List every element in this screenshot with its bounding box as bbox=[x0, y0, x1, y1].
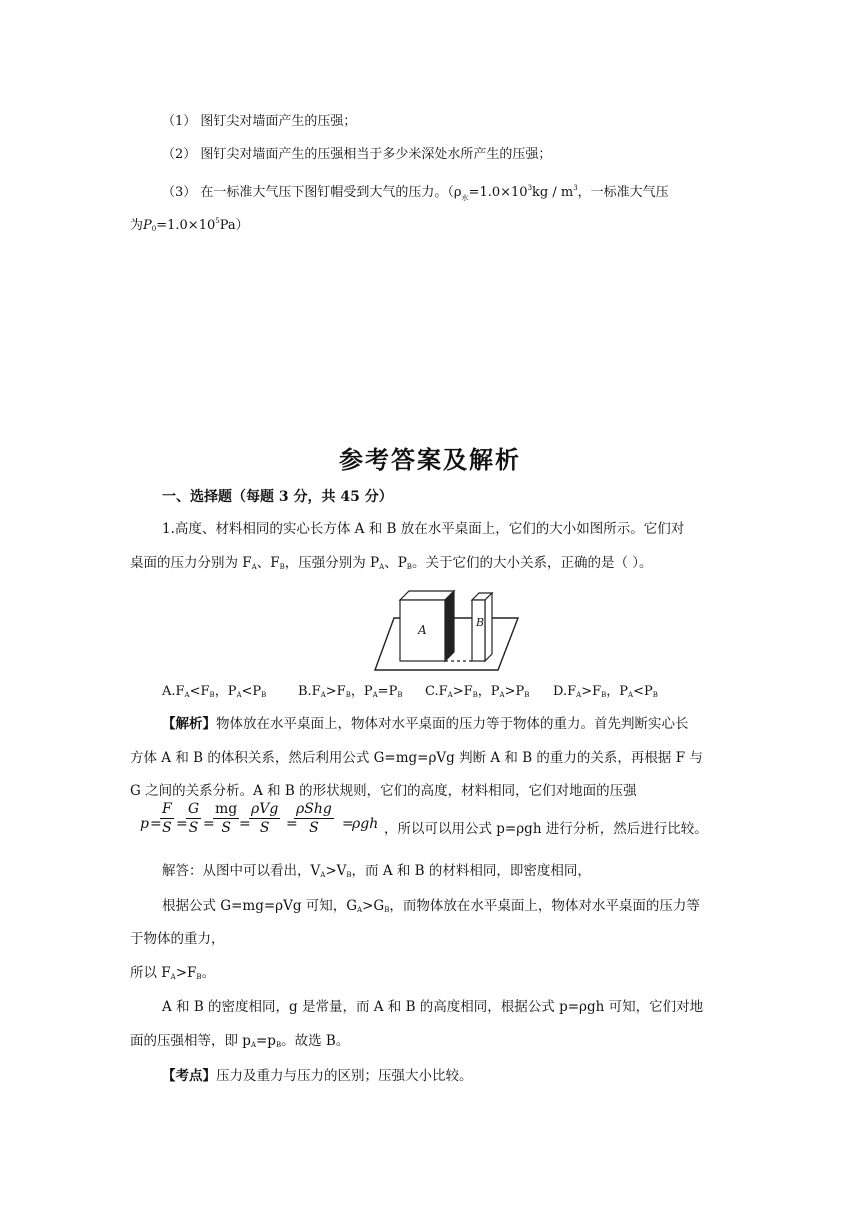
analysis-label: 【解析】 bbox=[162, 716, 216, 732]
solution-line-3: 于物体的重力， bbox=[130, 931, 225, 947]
solution-line-1: 解答：从图中可以看出，$V_A>V_B$，而 A 和 B 的材料相同，即密度相同， bbox=[162, 863, 591, 879]
option-c[interactable]: $C.F_A>F_B$，$P_A>P_B$ bbox=[425, 684, 530, 699]
solution-line-4: 所以 $F_A>F_B$。 bbox=[130, 965, 216, 981]
question-3: （3） 在一标准大气压下图钉帽受到大气的压力。（$\rho_水=1.0\times 10^3kg / m^3$，一标准大气压 bbox=[162, 184, 669, 202]
option-b[interactable]: $B.F_A>F_B$，$P_A=P_B$ bbox=[298, 684, 403, 699]
option-a[interactable]: $A.F_A<F_B$，$P_A<P_B$ bbox=[162, 684, 267, 699]
section-header: 一、选择题（每题 3 分，共 45 分） bbox=[162, 489, 393, 505]
analysis-line-3: G 之间的关系分析。A 和 B 的形状规则，它们的高度，材料相同，它们对地面的压强 bbox=[130, 783, 637, 799]
problem-1-line-2: 桌面的压力分别为 $F_A$、$F_B$，压强分别为 $P_A$、$P_B$。关于它们的大小关系，正确的是（ ）。 bbox=[130, 555, 653, 571]
question-2: （2） 图钉尖对墙面产生的压强相当于多少米深处水所产生的压强； bbox=[162, 147, 552, 162]
blocks-figure bbox=[372, 588, 522, 672]
options-row bbox=[162, 682, 658, 705]
keypoint-label: 【考点】 bbox=[162, 1068, 216, 1084]
answer-title: 参考答案及解析 bbox=[339, 446, 521, 474]
question-3-continued: 为$P_0=1.0\times 10^5Pa$） bbox=[130, 217, 249, 233]
option-d[interactable]: $D.F_A>F_B$，$P_A<P_B$ bbox=[553, 684, 658, 699]
document-page: （1） 图钉尖对墙面产生的压强； （2） 图钉尖对墙面产生的压强相当于多少米深处水所产生的压强； （3） 在一标准大气压下图钉帽受到大气的压力。（$\rho_水=1.0\times 10^3kg / m^3$，一标准大气压 为$P_0=1.0\times 10^5Pa$） 参考答案及解析 一、选择题（每题 3 分，共 45 分） 1.高度、材料相同的实心长方体 A 和 B 放在水平桌面上，它们的大小如图所示。它们对 桌面的压力分别为 $F_A$、$F_B$，压强分别为 $P_A$、$P_B$。关于它们的大小关系，正确的是（ ）。 A B $A.F_A<F_B$，$P_A<P_B$ $B.F_A>F_B$，$P_A=P_B$ $C.F_A>F_B$，$P_A>P_B$ $D.F_A>F_B$，$P_A<P_B$ 【解析】物体放在水平桌面上，物体对水平桌面的压力等于物体的重力。首先判断实心长 方体 A 和 B 的体积关系，然后利用公式 G=mg=ρVg 判断 A 和 B 的重力的关系，再根据 F 与 G 之间的关系分析。A 和 B 的形状规则，它们的高度，材料相同，它们对地面的压强 p = $\frac{F}{S}$ = $\frac{G}{S}$ = $\frac{mg}{S}$ = ρVg S = ρShg S = ρgh ，所以可以用公式 p=ρgh 进行分析，然后进行比较。 解答：从图中可以看出，$V_A>V_B$，而 A 和 B 的材料相同，即密度相同， 根据公式 G=mg=ρVg 可知，$G_A>G_B$，而物体放在水平桌面上，物体对水平桌面的压力等 于物体的重力， 所以 $F_A>F_B$。 A 和 B 的密度相同，g 是常量，而 A 和 B 的高度相同，根据公式 p=ρgh 可知，它们对地 面的压强相等，即 $p_A=p_B$。故选 B。 【考点】压力及重力与压力的区别；压强大小比较。 bbox=[0, 0, 860, 1216]
solution-line-5: A 和 B 的密度相同，g 是常量，而 A 和 B 的高度相同，根据公式 p=ρgh 可知，它们对地 bbox=[162, 999, 704, 1015]
question-1: （1） 图钉尖对墙面产生的压强； bbox=[162, 114, 357, 129]
analysis-line-1: 【解析】物体放在水平桌面上，物体对水平桌面的压力等于物体的重力。首先判断实心长 bbox=[162, 716, 689, 732]
figure-label-a: A bbox=[418, 623, 427, 637]
problem-1-line-1: 1.高度、材料相同的实心长方体 A 和 B 放在水平桌面上，它们的大小如图所示。它们对 bbox=[162, 521, 685, 537]
block-a bbox=[400, 591, 472, 661]
solution-line-6: 面的压强相等，即 $p_A=p_B$。故选 B。 bbox=[130, 1033, 350, 1049]
solution-line-2: 根据公式 G=mg=ρVg 可知，$G_A>G_B$，而物体放在水平桌面上，物体对水平桌面的压力等 bbox=[162, 898, 700, 914]
figure-label-b: B bbox=[476, 616, 485, 629]
keypoint-line: 【考点】压力及重力与压力的区别；压强大小比较。 bbox=[162, 1068, 473, 1084]
analysis-line-2: 方体 A 和 B 的体积关系，然后利用公式 G=mg=ρVg 判断 A 和 B 的重力的关系，再根据 F 与 bbox=[130, 750, 703, 766]
